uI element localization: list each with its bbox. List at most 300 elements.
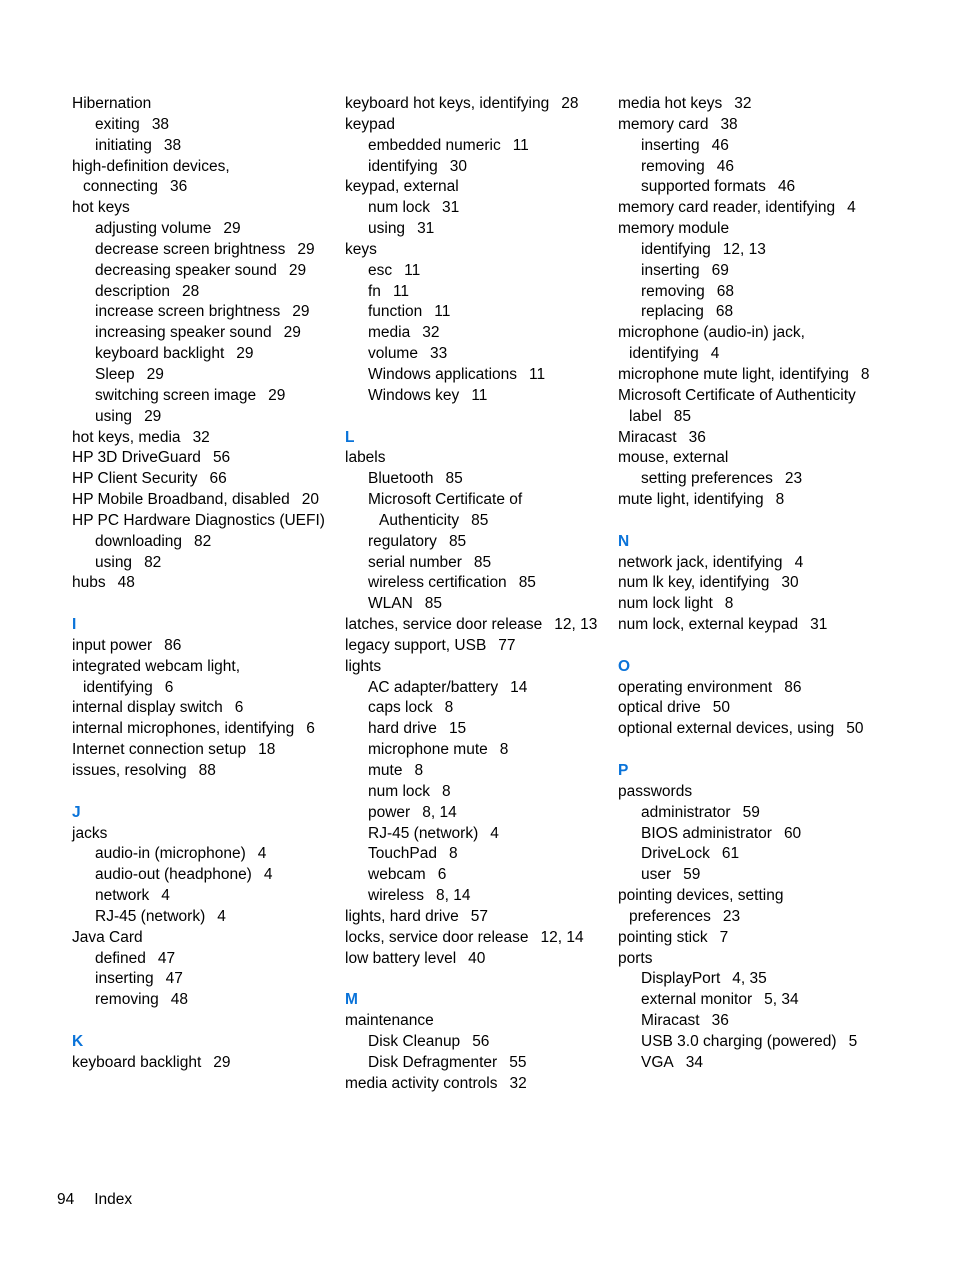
entry-page-ref[interactable]: 8: [860, 365, 870, 383]
entry-page-ref[interactable]: 8, 14: [422, 803, 457, 821]
index-subentry: [345, 282, 603, 303]
entry-term: description: [95, 282, 170, 300]
section-letter: L: [345, 428, 355, 446]
index-subentry: [345, 365, 603, 386]
entry-page-ref[interactable]: 6: [164, 678, 174, 696]
entry-term: num lock light: [618, 595, 713, 613]
index-entry: [72, 511, 334, 532]
index-subentry: [345, 344, 603, 365]
entry-page-ref[interactable]: 85: [445, 470, 463, 488]
entry-page-ref[interactable]: 28: [181, 282, 200, 300]
entry-term: maintenance: [345, 1012, 434, 1030]
entry-term: defined: [95, 949, 146, 967]
index-subentry: [72, 865, 334, 886]
entry-page-ref[interactable]: 14: [510, 678, 528, 696]
index-subentry: [345, 469, 603, 490]
index-subentry: [72, 907, 334, 928]
entry-page-ref[interactable]: 32: [734, 95, 752, 112]
entry-page-ref[interactable]: 29: [292, 303, 310, 321]
entry-page-ref[interactable]: 48: [117, 574, 135, 592]
entry-term: media hot keys: [618, 95, 723, 112]
index-entry: [345, 1011, 603, 1032]
entry-page-ref[interactable]: 32: [422, 324, 440, 342]
entry-term: BIOS administrator: [641, 824, 772, 842]
index-entry: [618, 115, 880, 136]
entry-page-ref[interactable]: 85: [473, 553, 492, 571]
index-subentry: [618, 136, 880, 157]
entry-page-ref[interactable]: 31: [442, 199, 460, 217]
entry-page-ref[interactable]: 6: [306, 720, 315, 738]
entry-page-ref[interactable]: 6: [234, 699, 244, 717]
entry-term: network: [95, 887, 150, 905]
entry-page-ref[interactable]: 5, 34: [764, 991, 799, 1009]
entry-page-ref[interactable]: 4, 35: [732, 970, 767, 988]
index-subentry: [72, 553, 334, 574]
index-subentry: [72, 969, 334, 990]
index-entry: [72, 94, 334, 115]
entry-page-ref[interactable]: 38: [720, 115, 738, 133]
entry-page-ref[interactable]: 86: [164, 636, 182, 654]
index-column-2: [345, 94, 603, 1095]
entry-page-ref[interactable]: 85: [518, 574, 536, 592]
entry-page-ref[interactable]: 12, 14: [540, 928, 584, 946]
index-subentry: [345, 553, 603, 574]
entry-page-ref[interactable]: 29: [146, 365, 164, 383]
index-subentry: [345, 302, 603, 323]
entry-term: latches, service door release: [345, 616, 543, 634]
entry-term: locks, service door release: [345, 928, 529, 946]
index-entry: [345, 657, 603, 678]
entry-term: supported formats: [641, 178, 766, 196]
index-subentry: [72, 990, 334, 1011]
entry-term: switching screen image: [95, 386, 257, 404]
entry-term: identifying: [368, 157, 438, 175]
entry-page-ref[interactable]: 8: [442, 782, 451, 800]
entry-page-ref[interactable]: 8: [499, 741, 509, 759]
entry-page-ref[interactable]: 85: [448, 532, 467, 550]
index-entry: [72, 157, 334, 199]
index-entry: [72, 657, 334, 699]
index-subentry: [618, 177, 880, 198]
entry-term: num lock: [368, 199, 431, 217]
entry-term: increasing speaker sound: [95, 324, 272, 342]
index-entry: [618, 365, 880, 386]
index-subentry: [345, 761, 603, 782]
entry-term: integrated webcam light, identifying: [72, 657, 241, 696]
index-entry: [618, 219, 880, 240]
entry-term: hard drive: [368, 720, 437, 738]
entry-term: passwords: [618, 782, 693, 800]
entry-page-ref[interactable]: 12, 13: [722, 240, 766, 258]
index-subentry: [345, 782, 603, 803]
entry-page-ref[interactable]: 60: [783, 824, 802, 842]
index-subentry: [618, 865, 880, 886]
entry-term: volume: [368, 345, 418, 363]
entry-page-ref[interactable]: 38: [151, 115, 170, 133]
index-entry: [72, 698, 334, 719]
entry-term: audio-out (headphone): [95, 866, 252, 884]
index-subentry: [618, 282, 880, 303]
entry-page-ref[interactable]: 8: [775, 491, 785, 509]
index-entry: [618, 594, 880, 615]
index-subentry: [618, 803, 880, 824]
index-subentry: [72, 219, 334, 240]
entry-term: WLAN: [368, 595, 413, 613]
entry-page-ref[interactable]: 8, 14: [435, 887, 471, 905]
entry-term: internal microphones, identifying: [72, 720, 295, 738]
entry-page-ref[interactable]: 86: [784, 678, 802, 696]
entry-term: increase screen brightness: [95, 303, 281, 321]
entry-term: microphone mute light, identifying: [618, 365, 849, 383]
entry-page-ref[interactable]: 11: [392, 282, 410, 300]
entry-term: internal display switch: [72, 699, 223, 717]
index-subentry: [345, 803, 603, 824]
entry-page-ref[interactable]: 4: [161, 887, 170, 905]
entry-page-ref[interactable]: 36: [711, 1012, 729, 1030]
entry-term: media: [368, 324, 411, 342]
entry-term: decrease screen brightness: [95, 240, 286, 258]
section-letter: M: [345, 991, 358, 1009]
entry-page-ref[interactable]: 36: [169, 178, 188, 196]
entry-term: USB 3.0 charging (powered): [641, 1032, 837, 1050]
entry-term: RJ-45 (network): [95, 907, 206, 925]
entry-term: microphone mute: [368, 741, 488, 759]
entry-page-ref[interactable]: 8: [448, 845, 458, 863]
entry-term: hubs: [72, 574, 106, 592]
entry-page-ref[interactable]: 30: [781, 574, 799, 592]
entry-page-ref[interactable]: 34: [685, 1053, 703, 1071]
entry-term: num lk key, identifying: [618, 574, 770, 592]
entry-page-ref[interactable]: 12, 13: [554, 616, 598, 634]
entry-page-ref[interactable]: 29: [288, 261, 307, 279]
index-subentry: [345, 219, 603, 240]
index-subentry: [345, 532, 603, 553]
index-entry: [72, 928, 334, 949]
entry-term: exiting: [95, 115, 140, 133]
entry-page-ref[interactable]: 8: [414, 762, 424, 779]
entry-page-ref[interactable]: 31: [810, 616, 828, 634]
entry-page-ref[interactable]: 23: [722, 907, 741, 925]
entry-term: decreasing speaker sound: [95, 261, 277, 279]
index-subentry: [345, 1032, 603, 1053]
entry-term: TouchPad: [368, 845, 437, 863]
entry-page-ref[interactable]: 4: [794, 553, 804, 571]
index-subentry: [72, 323, 334, 344]
entry-term: pointing stick: [618, 928, 708, 946]
entry-page-ref[interactable]: 29: [223, 220, 241, 238]
entry-page-ref[interactable]: 61: [721, 845, 740, 863]
index-subentry: [618, 990, 880, 1011]
entry-page-ref[interactable]: 69: [711, 261, 729, 279]
entry-term: hot keys: [72, 199, 130, 217]
entry-page-ref[interactable]: 29: [268, 386, 286, 404]
index-entry: [618, 698, 880, 719]
entry-page-ref[interactable]: 56: [472, 1032, 490, 1050]
entry-page-ref[interactable]: 20: [301, 491, 319, 509]
index-column-3: [618, 94, 880, 1074]
entry-term: wireless: [368, 887, 424, 905]
index-subentry: [345, 719, 603, 740]
entry-page-ref[interactable]: 77: [498, 636, 516, 654]
index-subentry: [72, 949, 334, 970]
entry-term: ports: [618, 949, 653, 967]
page-footer: [57, 1191, 132, 1209]
entry-page-ref[interactable]: 29: [297, 240, 315, 258]
entry-page-ref[interactable]: 68: [716, 282, 734, 300]
entry-term: labels: [345, 449, 386, 467]
index-subentry: [72, 532, 334, 553]
page-number: 94: [57, 1191, 75, 1208]
entry-page-ref[interactable]: 66: [209, 470, 227, 488]
index-entry: [345, 615, 603, 636]
entry-term: Windows applications: [368, 365, 518, 383]
entry-term: HP Mobile Broadband, disabled: [72, 491, 290, 509]
entry-page-ref[interactable]: 4: [257, 845, 267, 863]
index-entry: [345, 177, 603, 198]
index-entry: [345, 907, 603, 928]
index-subentry: [618, 1053, 880, 1074]
entry-page-ref[interactable]: 29: [213, 1053, 231, 1071]
entry-page-ref[interactable]: 23: [784, 470, 803, 488]
entry-page-ref[interactable]: 18: [258, 741, 276, 759]
index-entry: [618, 886, 880, 928]
entry-page-ref[interactable]: 15: [448, 720, 467, 738]
entry-page-ref[interactable]: 82: [144, 553, 162, 571]
entry-page-ref[interactable]: 46: [711, 136, 729, 154]
entry-page-ref[interactable]: 85: [424, 595, 443, 613]
index-subentry: [345, 490, 603, 532]
entry-term: Miracast: [641, 1012, 700, 1030]
index-entry: [345, 115, 603, 136]
entry-term: keys: [345, 240, 377, 258]
entry-page-ref[interactable]: 50: [712, 699, 730, 717]
entry-term: issues, resolving: [72, 762, 187, 779]
entry-term: hot keys, media: [72, 428, 181, 446]
entry-term: keyboard backlight: [72, 1053, 202, 1071]
index-subentry: [345, 678, 603, 699]
entry-page-ref[interactable]: 4: [847, 199, 856, 217]
entry-page-ref[interactable]: 55: [509, 1053, 527, 1071]
entry-term: jacks: [72, 824, 108, 842]
section-letter: O: [618, 657, 631, 675]
entry-page-ref[interactable]: 11: [512, 136, 529, 154]
entry-term: mute: [368, 762, 403, 779]
index-subentry: [618, 469, 880, 490]
entry-page-ref[interactable]: 46: [716, 157, 734, 175]
index-subentry: [345, 594, 603, 615]
index-subentry: [72, 115, 334, 136]
index-entry: [618, 573, 880, 594]
entry-page-ref[interactable]: 47: [165, 970, 183, 988]
entry-page-ref[interactable]: 85: [471, 511, 489, 529]
entry-term: keyboard backlight: [95, 345, 225, 363]
entry-term: Miracast: [618, 428, 677, 446]
entry-term: Bluetooth: [368, 470, 434, 488]
entry-term: inserting: [641, 261, 700, 279]
index-entry: [618, 323, 880, 365]
index-entry: [618, 782, 880, 803]
entry-term: embedded numeric: [368, 136, 501, 154]
index-subentry: [345, 698, 603, 719]
entry-term: Hibernation: [72, 95, 152, 112]
entry-page-ref[interactable]: 4: [263, 866, 273, 884]
index-subentry: [72, 282, 334, 303]
index-entry: [345, 240, 603, 261]
entry-term: mouse, external: [618, 449, 729, 467]
entry-page-ref[interactable]: 85: [673, 407, 691, 425]
entry-term: high-definition devices, connecting: [72, 157, 230, 196]
entry-page-ref[interactable]: 11: [434, 303, 451, 321]
index-subentry: [72, 386, 334, 407]
entry-term: memory module: [618, 220, 730, 238]
index-entry: [72, 490, 334, 511]
entry-page-ref[interactable]: 82: [194, 532, 212, 550]
entry-term: optional external devices, using: [618, 720, 835, 738]
entry-term: Internet connection setup: [72, 741, 247, 759]
entry-page-ref[interactable]: 36: [688, 428, 706, 446]
section-letter: I: [72, 616, 77, 634]
index-subentry: [618, 844, 880, 865]
index-entry: [72, 740, 334, 761]
index-entry: [72, 1053, 334, 1074]
entry-page-ref[interactable]: 31: [417, 220, 435, 238]
index-entry: [72, 198, 334, 219]
entry-page-ref[interactable]: 30: [449, 157, 468, 175]
index-subentry: [345, 865, 603, 886]
entry-page-ref[interactable]: 56: [212, 449, 231, 467]
index-entry: [618, 198, 880, 219]
entry-term: removing: [95, 991, 159, 1009]
index-subentry: [618, 157, 880, 178]
entry-page-ref[interactable]: 8: [724, 595, 734, 613]
entry-page-ref[interactable]: 50: [846, 720, 864, 738]
entry-term: webcam: [368, 866, 426, 884]
index-subentry: [345, 157, 603, 178]
index-subentry: [345, 323, 603, 344]
entry-term: input power: [72, 636, 153, 654]
entry-term: inserting: [95, 970, 154, 988]
entry-page-ref[interactable]: 11: [471, 386, 488, 404]
entry-page-ref[interactable]: 8: [444, 699, 454, 717]
index-subentry: [345, 1053, 603, 1074]
index-entry: [618, 615, 880, 636]
entry-term: audio-in (microphone): [95, 845, 246, 863]
index-entry: [72, 719, 334, 740]
entry-page-ref[interactable]: 4: [710, 345, 720, 363]
index-entry: [618, 553, 880, 574]
index-entry: [618, 428, 880, 449]
index-subentry: [618, 969, 880, 990]
entry-term: num lock: [368, 782, 431, 800]
index-subentry: [618, 240, 880, 261]
entry-page-ref[interactable]: 4: [217, 907, 226, 925]
entry-term: mute light, identifying: [618, 491, 764, 509]
entry-term: DriveLock: [641, 845, 710, 863]
index-entry: [72, 636, 334, 657]
entry-page-ref[interactable]: 29: [236, 345, 254, 363]
entry-term: adjusting volume: [95, 220, 212, 238]
entry-term: using: [95, 553, 133, 571]
entry-term: removing: [641, 282, 705, 300]
index-entry: [618, 678, 880, 699]
index-subentry: [72, 240, 334, 261]
entry-term: setting preferences: [641, 470, 773, 488]
index-entry: [618, 386, 880, 428]
entry-term: optical drive: [618, 699, 701, 717]
entry-page-ref[interactable]: 38: [163, 136, 182, 154]
entry-page-ref[interactable]: 11: [404, 261, 421, 279]
index-subentry: [345, 844, 603, 865]
entry-term: pointing devices, setting preferences: [618, 887, 784, 925]
section-letter: K: [72, 1032, 84, 1050]
entry-term: num lock, external keypad: [618, 616, 799, 634]
entry-term: Disk Cleanup: [368, 1032, 461, 1050]
entry-page-ref[interactable]: 47: [157, 949, 176, 967]
entry-page-ref[interactable]: 88: [198, 762, 216, 779]
entry-page-ref[interactable]: 33: [429, 345, 448, 363]
index-entry: [618, 490, 880, 511]
entry-term: fn: [368, 282, 381, 300]
index-entry: [618, 928, 880, 949]
entry-page-ref[interactable]: 6: [437, 866, 447, 884]
entry-term: HP PC Hardware Diagnostics (UEFI): [72, 511, 325, 529]
entry-term: user: [641, 866, 672, 884]
index-subentry: [345, 136, 603, 157]
entry-page-ref[interactable]: 59: [742, 803, 760, 821]
index-subentry: [72, 136, 334, 157]
entry-term: keyboard hot keys, identifying: [345, 95, 550, 112]
section-letter: J: [72, 803, 81, 821]
index-entry: [72, 761, 334, 782]
index-entry: [72, 469, 334, 490]
entry-term: esc: [368, 261, 393, 279]
index-subentry: [72, 365, 334, 386]
entry-page-ref[interactable]: 7: [719, 928, 729, 946]
entry-page-ref[interactable]: 4: [490, 824, 499, 842]
index-subentry: [618, 824, 880, 845]
entry-term: using: [95, 407, 133, 425]
index-subentry: [72, 844, 334, 865]
entry-page-ref[interactable]: 32: [509, 1074, 527, 1092]
entry-term: wireless certification: [368, 574, 507, 592]
entry-page-ref[interactable]: 32: [192, 428, 210, 446]
entry-page-ref[interactable]: 68: [715, 303, 734, 321]
entry-page-ref[interactable]: 57: [470, 907, 488, 925]
index-subentry: [72, 302, 334, 323]
section-letter: N: [618, 532, 630, 550]
entry-page-ref[interactable]: 28: [561, 95, 579, 112]
entry-page-ref[interactable]: 59: [683, 866, 701, 884]
entry-page-ref[interactable]: 48: [170, 991, 188, 1009]
entry-page-ref[interactable]: 5: [848, 1032, 858, 1050]
entry-page-ref[interactable]: 11: [529, 365, 546, 383]
entry-term: operating environment: [618, 678, 773, 696]
entry-page-ref[interactable]: 40: [468, 949, 486, 967]
index-subentry: [72, 886, 334, 907]
entry-page-ref[interactable]: 29: [283, 324, 301, 342]
entry-page-ref[interactable]: 29: [144, 407, 162, 425]
entry-page-ref[interactable]: 46: [777, 178, 796, 196]
entry-term: network jack, identifying: [618, 553, 783, 571]
entry-term: lights: [345, 657, 382, 675]
section-letter: P: [618, 762, 629, 779]
entry-term: Disk Defragmenter: [368, 1053, 498, 1071]
index-entry: [618, 719, 880, 740]
index-subentry: [72, 407, 334, 428]
index-entry: [345, 1074, 603, 1095]
entry-term: Microsoft Certificate of Authenticity label: [618, 386, 856, 425]
entry-term: memory card: [618, 115, 709, 133]
